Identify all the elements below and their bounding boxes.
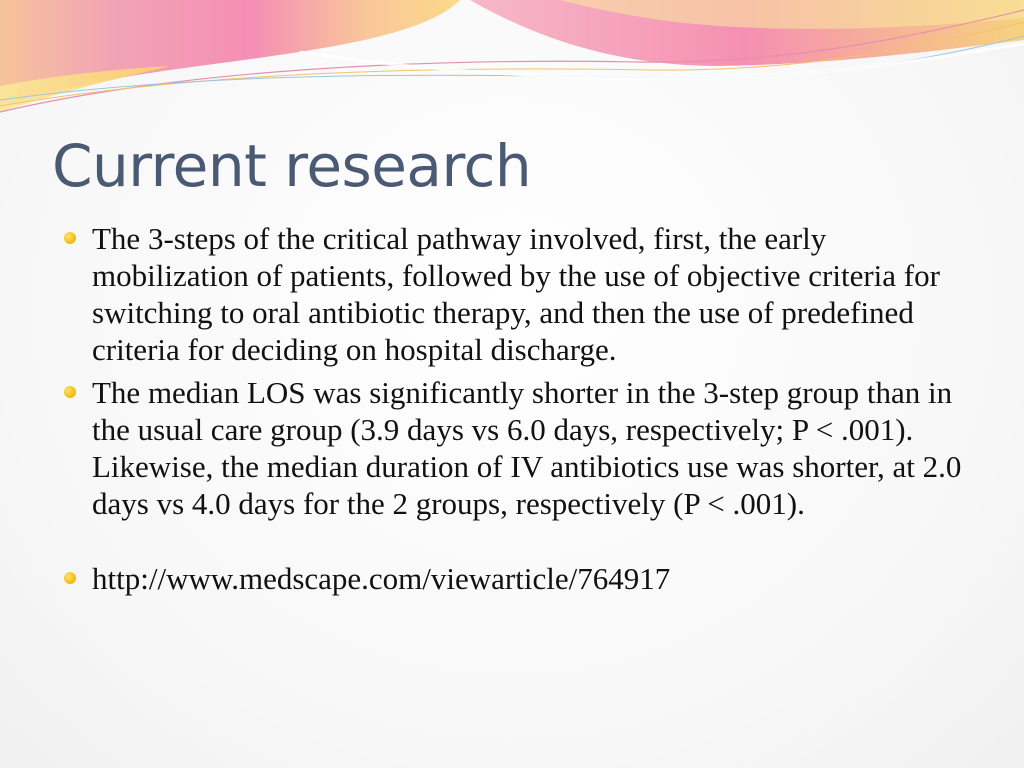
slide-title: Current research [52,132,532,200]
decorative-wave-banner [0,0,1024,130]
bullet-text: The median LOS was significantly shorter in the 3-step group than in the usual care group (3.9 days vs 6.0 days, respectively; P < .001). Likewise, the median duration of IV antibiotics use was shorter, at 2.0 days vs 4.0 days for the 2 groups, respectively (P < .001). [92,375,962,521]
source-url[interactable]: http://www.medscape.com/viewarticle/764917 [92,561,671,596]
bullet-text: The 3-steps of the critical pathway involved, first, the early mobilization of patients, followed by the use of objective criteria for switching to oral antibiotic therapy, and then the use of predefined criteria for deciding on hospital discharge. [92,221,940,367]
bullet-dot-icon [64,232,76,244]
bullet-dot-icon [64,572,76,584]
bullet-item-critical-pathway [92,220,972,368]
bullet-item-source-link[interactable] [92,560,972,597]
bullet-item-median-los [92,374,972,522]
bullet-list [92,220,972,603]
bullet-dot-icon [64,386,76,398]
